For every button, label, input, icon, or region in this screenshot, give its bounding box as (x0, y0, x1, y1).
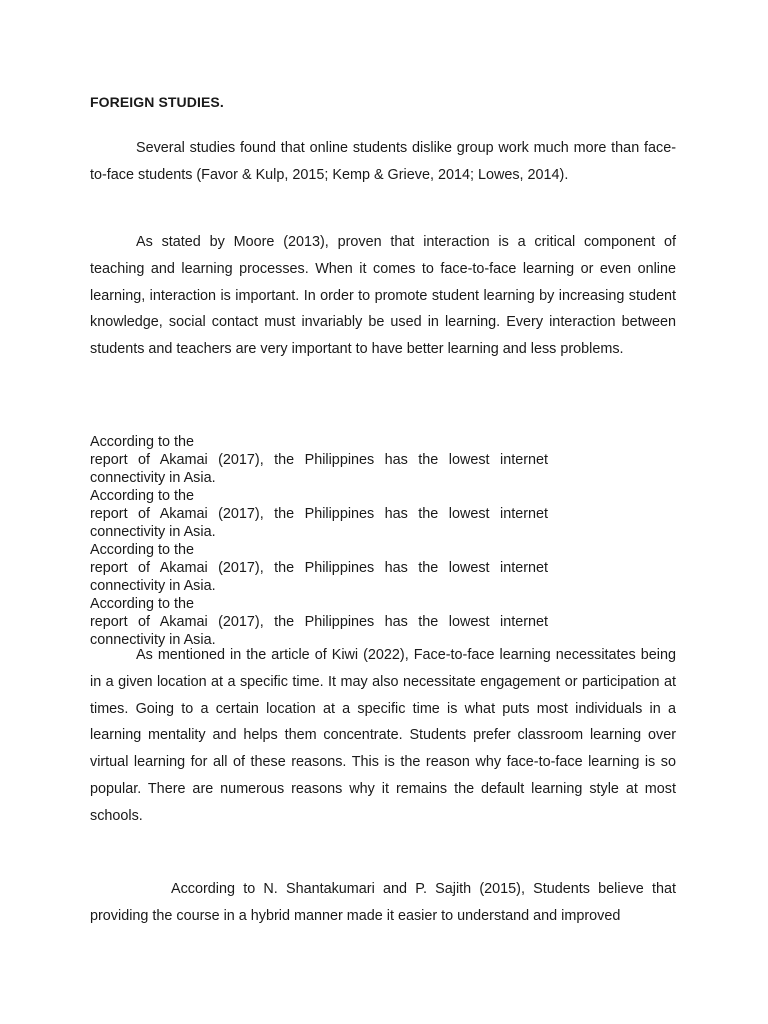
quote-line-2: report of Akamai (2017), the Philippines has the lowest internet (90, 452, 548, 468)
quote-line-3: connectivity in Asia. (90, 470, 216, 486)
quote-line-3: connectivity in Asia. (90, 632, 216, 648)
paragraph-online-group-work: Several studies found that online students dislike group work much more than face-to-face students (Favor & Kulp, 2015; Kemp & Grieve, 2014; Lowes, 2014). (90, 140, 676, 183)
quote-block (90, 433, 548, 487)
quote-block (90, 487, 548, 541)
quote-line-1: According to the (90, 542, 194, 558)
quote-line-2: report of Akamai (2017), the Philippines has the lowest internet (90, 560, 548, 576)
quote-line-2: report of Akamai (2017), the Philippines has the lowest internet (90, 506, 548, 522)
quote-line-1: According to the (90, 488, 194, 504)
quote-block (90, 541, 548, 595)
quote-block (90, 595, 548, 649)
quote-line-1: According to the (90, 434, 194, 450)
repeated-quote-group (90, 433, 548, 649)
paragraph-hybrid: According to N. Shantakumari and P. Sajith (2015), Students believe that providing the course in a hybrid manner made it easier to understand and improved (90, 881, 676, 924)
quote-line-2: report of Akamai (2017), the Philippines has the lowest internet (90, 614, 548, 630)
paragraph-interaction: As stated by Moore (2013), proven that interaction is a critical component of teaching and learning processes. When it comes to face-to-face learning or even online learning, interaction is important. In order to promote student learning by increasing student knowledge, social contact must invariably be used in learning. Every interaction between students and teachers are very important to have better learning and less problems. (90, 234, 676, 358)
section-heading: FOREIGN STUDIES. (90, 94, 224, 110)
paragraph-face-to-face: As mentioned in the article of Kiwi (2022), Face-to-face learning necessitates being in a given location at a specific time. It may also necessitate engagement or participation at times. Going to a certain location at a specific time is what puts most individuals in a learning mentality and helps them concentrate. Students prefer classroom learning over virtual learning for all of these reasons. This is the reason why face-to-face learning is so popular. There are numerous reasons why it remains the default learning style at most schools. (90, 647, 676, 824)
quote-line-1: According to the (90, 596, 194, 612)
quote-line-3: connectivity in Asia. (90, 578, 216, 594)
quote-line-3: connectivity in Asia. (90, 524, 216, 540)
